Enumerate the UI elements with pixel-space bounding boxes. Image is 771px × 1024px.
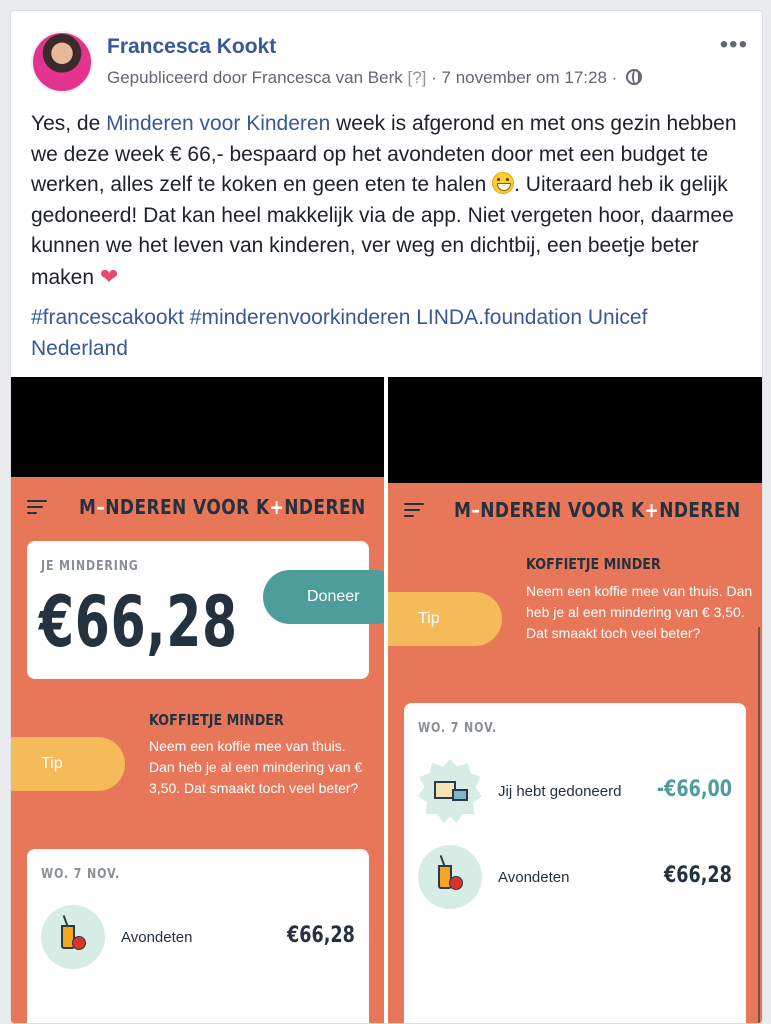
globe-icon (626, 69, 642, 85)
doneer-button[interactable]: Doneer (263, 570, 384, 624)
day-card (27, 849, 369, 1024)
day-card (404, 703, 746, 1024)
tip-title: KOFFIETJE MINDER (149, 711, 284, 729)
hamburger-menu-icon (404, 503, 424, 517)
drink-apple-icon (418, 845, 482, 909)
post-date-link[interactable]: 7 november om 17:28 (441, 68, 607, 87)
app-screenshot-left[interactable] (11, 377, 384, 1024)
tip-button[interactable]: Tip (11, 737, 125, 791)
post-text-part1: Yes, de (31, 112, 107, 135)
total-amount: €66,28 (39, 581, 238, 663)
date-header: WO. 7 NOV. (41, 867, 121, 882)
grinning-emoji-icon (492, 172, 514, 194)
meta-separator-2: · (611, 68, 618, 87)
tag-unicef-nederland[interactable]: Unicef Nederland (31, 306, 648, 360)
post-meta (107, 68, 642, 88)
post-hashtags (31, 303, 743, 364)
row-avondeten-label: Avondeten (498, 869, 570, 886)
hashtag-minderenvoorkinderen[interactable]: #minderenvoorkinderen (189, 306, 411, 329)
title-mid: NDEREN VOOR K (480, 498, 645, 522)
tip-button[interactable]: Tip (388, 592, 502, 646)
title-end: NDEREN (659, 498, 741, 522)
hamburger-menu-icon (27, 500, 47, 514)
je-mindering-label: JE MINDERING (41, 559, 139, 574)
tip-text: Neem een koffie mee van thuis. Dan heb je al een mindering van € 3,50. Dat smaakt toch veel beter? (526, 583, 753, 641)
row-avondeten-amount: €66,28 (664, 863, 732, 888)
scrollbar[interactable] (758, 627, 760, 1024)
title-plus: + (644, 498, 660, 522)
published-by: Gepubliceerd door Francesca van Berk (107, 68, 403, 87)
title-plus: + (269, 495, 285, 519)
date-header: WO. 7 NOV. (418, 721, 498, 736)
hashtag-francescakookt[interactable]: #francescakookt (31, 306, 184, 329)
row-avondeten-label: Avondeten (121, 929, 193, 946)
app-title (79, 495, 366, 519)
page-avatar[interactable] (31, 31, 93, 93)
title-dash: – (96, 495, 106, 519)
tip-title: KOFFIETJE MINDER (526, 555, 661, 573)
row-gedoneerd-label: Jij hebt gedoneerd (498, 783, 622, 800)
title-dash: – (471, 498, 481, 522)
title-mid: NDEREN VOOR K (105, 495, 270, 519)
row-avondeten-amount: €66,28 (287, 923, 355, 948)
gift-box-shape-2 (452, 789, 468, 801)
more-options-icon[interactable]: ••• (719, 31, 748, 58)
tip-text: Neem een koffie mee van thuis. Dan heb je al een mindering van € 3,50. Dat smaakt toch veel beter? (149, 738, 363, 796)
app-screenshot-right[interactable] (388, 377, 763, 1024)
minderen-voor-kinderen-link[interactable]: Minderen voor Kinderen (106, 112, 331, 135)
tag-linda-foundation[interactable]: LINDA.foundation (416, 306, 583, 329)
meta-separator: · (431, 68, 437, 87)
title-m: M (79, 495, 97, 519)
post-text (31, 109, 743, 293)
title-end: NDEREN (284, 495, 366, 519)
post-text-part2: week is afgerond en met ons gezin hebben we deze week € 66,- bespaard op het avondeten door met een budget te werken, alles zelf te koken en geen eten te halen (31, 112, 737, 196)
app-title (454, 498, 741, 522)
row-gedoneerd-amount: -€66,00 (656, 777, 732, 802)
status-bar-black (11, 377, 384, 477)
title-m: M (454, 498, 472, 522)
help-marker[interactable]: [?] (407, 68, 427, 87)
post-text-part3: . Uiteraard heb ik gelijk gedoneerd! Dat kan heel makkelijk via de app. Niet vergeten hoor, daarmee kunnen we het leven van kinderen, ver weg en dichtbij, een beetje beter maken (31, 173, 734, 289)
facebook-post-card (10, 10, 763, 1024)
heart-emoji-icon: ❤ (99, 263, 119, 289)
page-name-link[interactable]: Francesca Kookt (107, 35, 277, 58)
status-bar-black (388, 377, 763, 483)
drink-apple-icon (41, 905, 105, 969)
